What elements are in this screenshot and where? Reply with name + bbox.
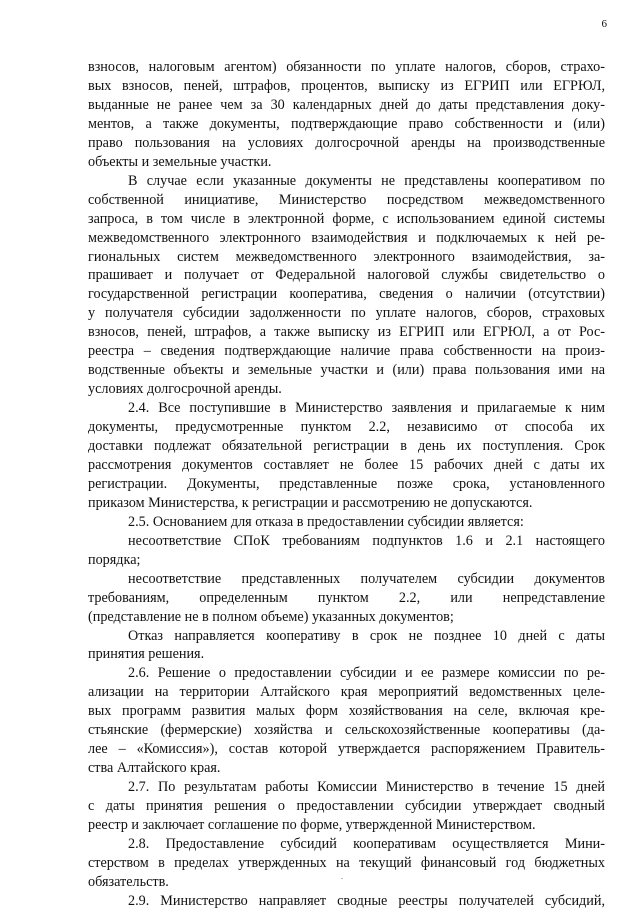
text-line: порядка; xyxy=(88,551,141,568)
text-line: требованиям, определенным пунктом 2.2, или непредставление xyxy=(88,589,605,606)
page-number: 6 xyxy=(601,18,607,30)
text-line: у получателя субсидии задолженности по уплате налогов, сборов, страховых xyxy=(88,305,605,322)
text-line: с даты принятия решения о предоставлении субсидии утверждает сводный xyxy=(88,798,605,814)
text-line: реестра – сведения подтверждающие наличие права собственности на произ- xyxy=(88,343,605,360)
text-line: 2.8. Предоставление субсидий кооперативам осуществляется Мини- xyxy=(128,835,605,852)
text-line: ментов, а также документы, подтверждающие право собственности и (или) xyxy=(88,115,605,132)
text-line: принятия решения. xyxy=(88,646,205,663)
text-line: вых программ развития малых форм хозяйствования на селе, включая кре- xyxy=(88,703,605,720)
text-line: выданные не ранее чем за 30 календарных дней до даты представления доку- xyxy=(88,96,605,113)
text-line: несоответствие представленных получателем субсидии документов xyxy=(128,570,605,587)
text-line: водственные объекты и земельные участки и (или) права пользования ими на xyxy=(88,362,605,379)
text-line: документы, предусмотренные пунктом 2.2, независимо от способа их xyxy=(88,419,605,436)
text-line: собственной инициативе, Министерство посредством межведомственного xyxy=(88,191,605,208)
text-line: стьянские (фермерские) хозяйства и сельскохозяйственные кооперативы (да- xyxy=(88,722,605,739)
text-line: межведомственного электронного взаимодействия и подключаемых к ней ре- xyxy=(88,229,605,246)
text-line: В случае если указанные документы не представлены кооперативом по xyxy=(128,172,605,189)
text-line: государственной регистрации кооператива, сведения о наличии (отсутствии) xyxy=(88,286,605,303)
text-line: рассмотрения документов составляет не более 15 рабочих дней с даты их xyxy=(88,456,605,473)
text-line: 2.4. Все поступившие в Министерство заявления и прилагаемые к ним xyxy=(128,400,605,417)
text-line: взносов, пеней, штрафов, а также выписку из ЕГРИП или ЕГРЮЛ, а от Рос- xyxy=(88,324,605,341)
text-line: обязательств. xyxy=(88,873,169,890)
text-line: приказом Министерства, к регистрации и рассмотрению не допускаются. xyxy=(88,494,533,511)
text-line: вых взносов, пеней, штрафов, процентов, выписку из ЕГРИП или ЕГРЮЛ, xyxy=(88,78,605,94)
text-line: ализации на территории Алтайского края мероприятий ведомственных целе- xyxy=(88,684,605,701)
text-line: несоответствие СПоК требованиям подпунктов 1.6 и 2.1 настоящего xyxy=(128,532,605,549)
text-line: (представление не в полном объеме) указанных документов; xyxy=(88,608,454,625)
text-line: прашивает и получает от Федеральной налоговой службы свидетельство о xyxy=(88,267,605,284)
scan-speck xyxy=(341,878,343,879)
text-line: стерством в пределах утвержденных на текущий финансовый год бюджетных xyxy=(88,854,605,871)
text-line: ства Алтайского края. xyxy=(88,760,221,777)
text-line: 2.6. Решение о предоставлении субсидии и ее размере комиссии по ре- xyxy=(128,665,605,682)
text-line: реестр и заключает соглашение по форме, утвержденной Министерством. xyxy=(88,817,536,833)
text-line: 2.7. По результатам работы Комиссии Министерство в течение 15 дней xyxy=(128,779,605,796)
text-line: доставки подлежат обязательной регистрации в день их поступления. Срок xyxy=(88,438,605,454)
text-line: Отказ направляется кооперативу в срок не позднее 10 дней с даты xyxy=(128,627,605,644)
text-line: взносов, налоговым агентом) обязанности по уплате налогов, сборов, страхо- xyxy=(88,59,605,75)
text-line: регистрации. Документы, представленные позже срока, установленного xyxy=(88,475,605,492)
text-line: гиональных систем межведомственного электронного взаимодействия, за- xyxy=(88,248,605,265)
text-line: запроса, в том числе в электронной форме, с использованием единой системы xyxy=(88,210,605,227)
text-line: условиях долгосрочной аренды. xyxy=(88,381,282,398)
text-line: лее – «Комиссия»), состав которой утверждается распоряжением Правитель- xyxy=(88,741,605,758)
text-line: право пользования на условиях долгосрочной аренды на производственные xyxy=(88,134,605,151)
text-line: 2.9. Министерство направляет сводные реестры получателей субсидий, xyxy=(128,892,605,909)
text-line: 2.5. Основанием для отказа в предоставлении субсидии является: xyxy=(128,513,524,530)
text-line: объекты и земельные участки. xyxy=(88,153,272,170)
